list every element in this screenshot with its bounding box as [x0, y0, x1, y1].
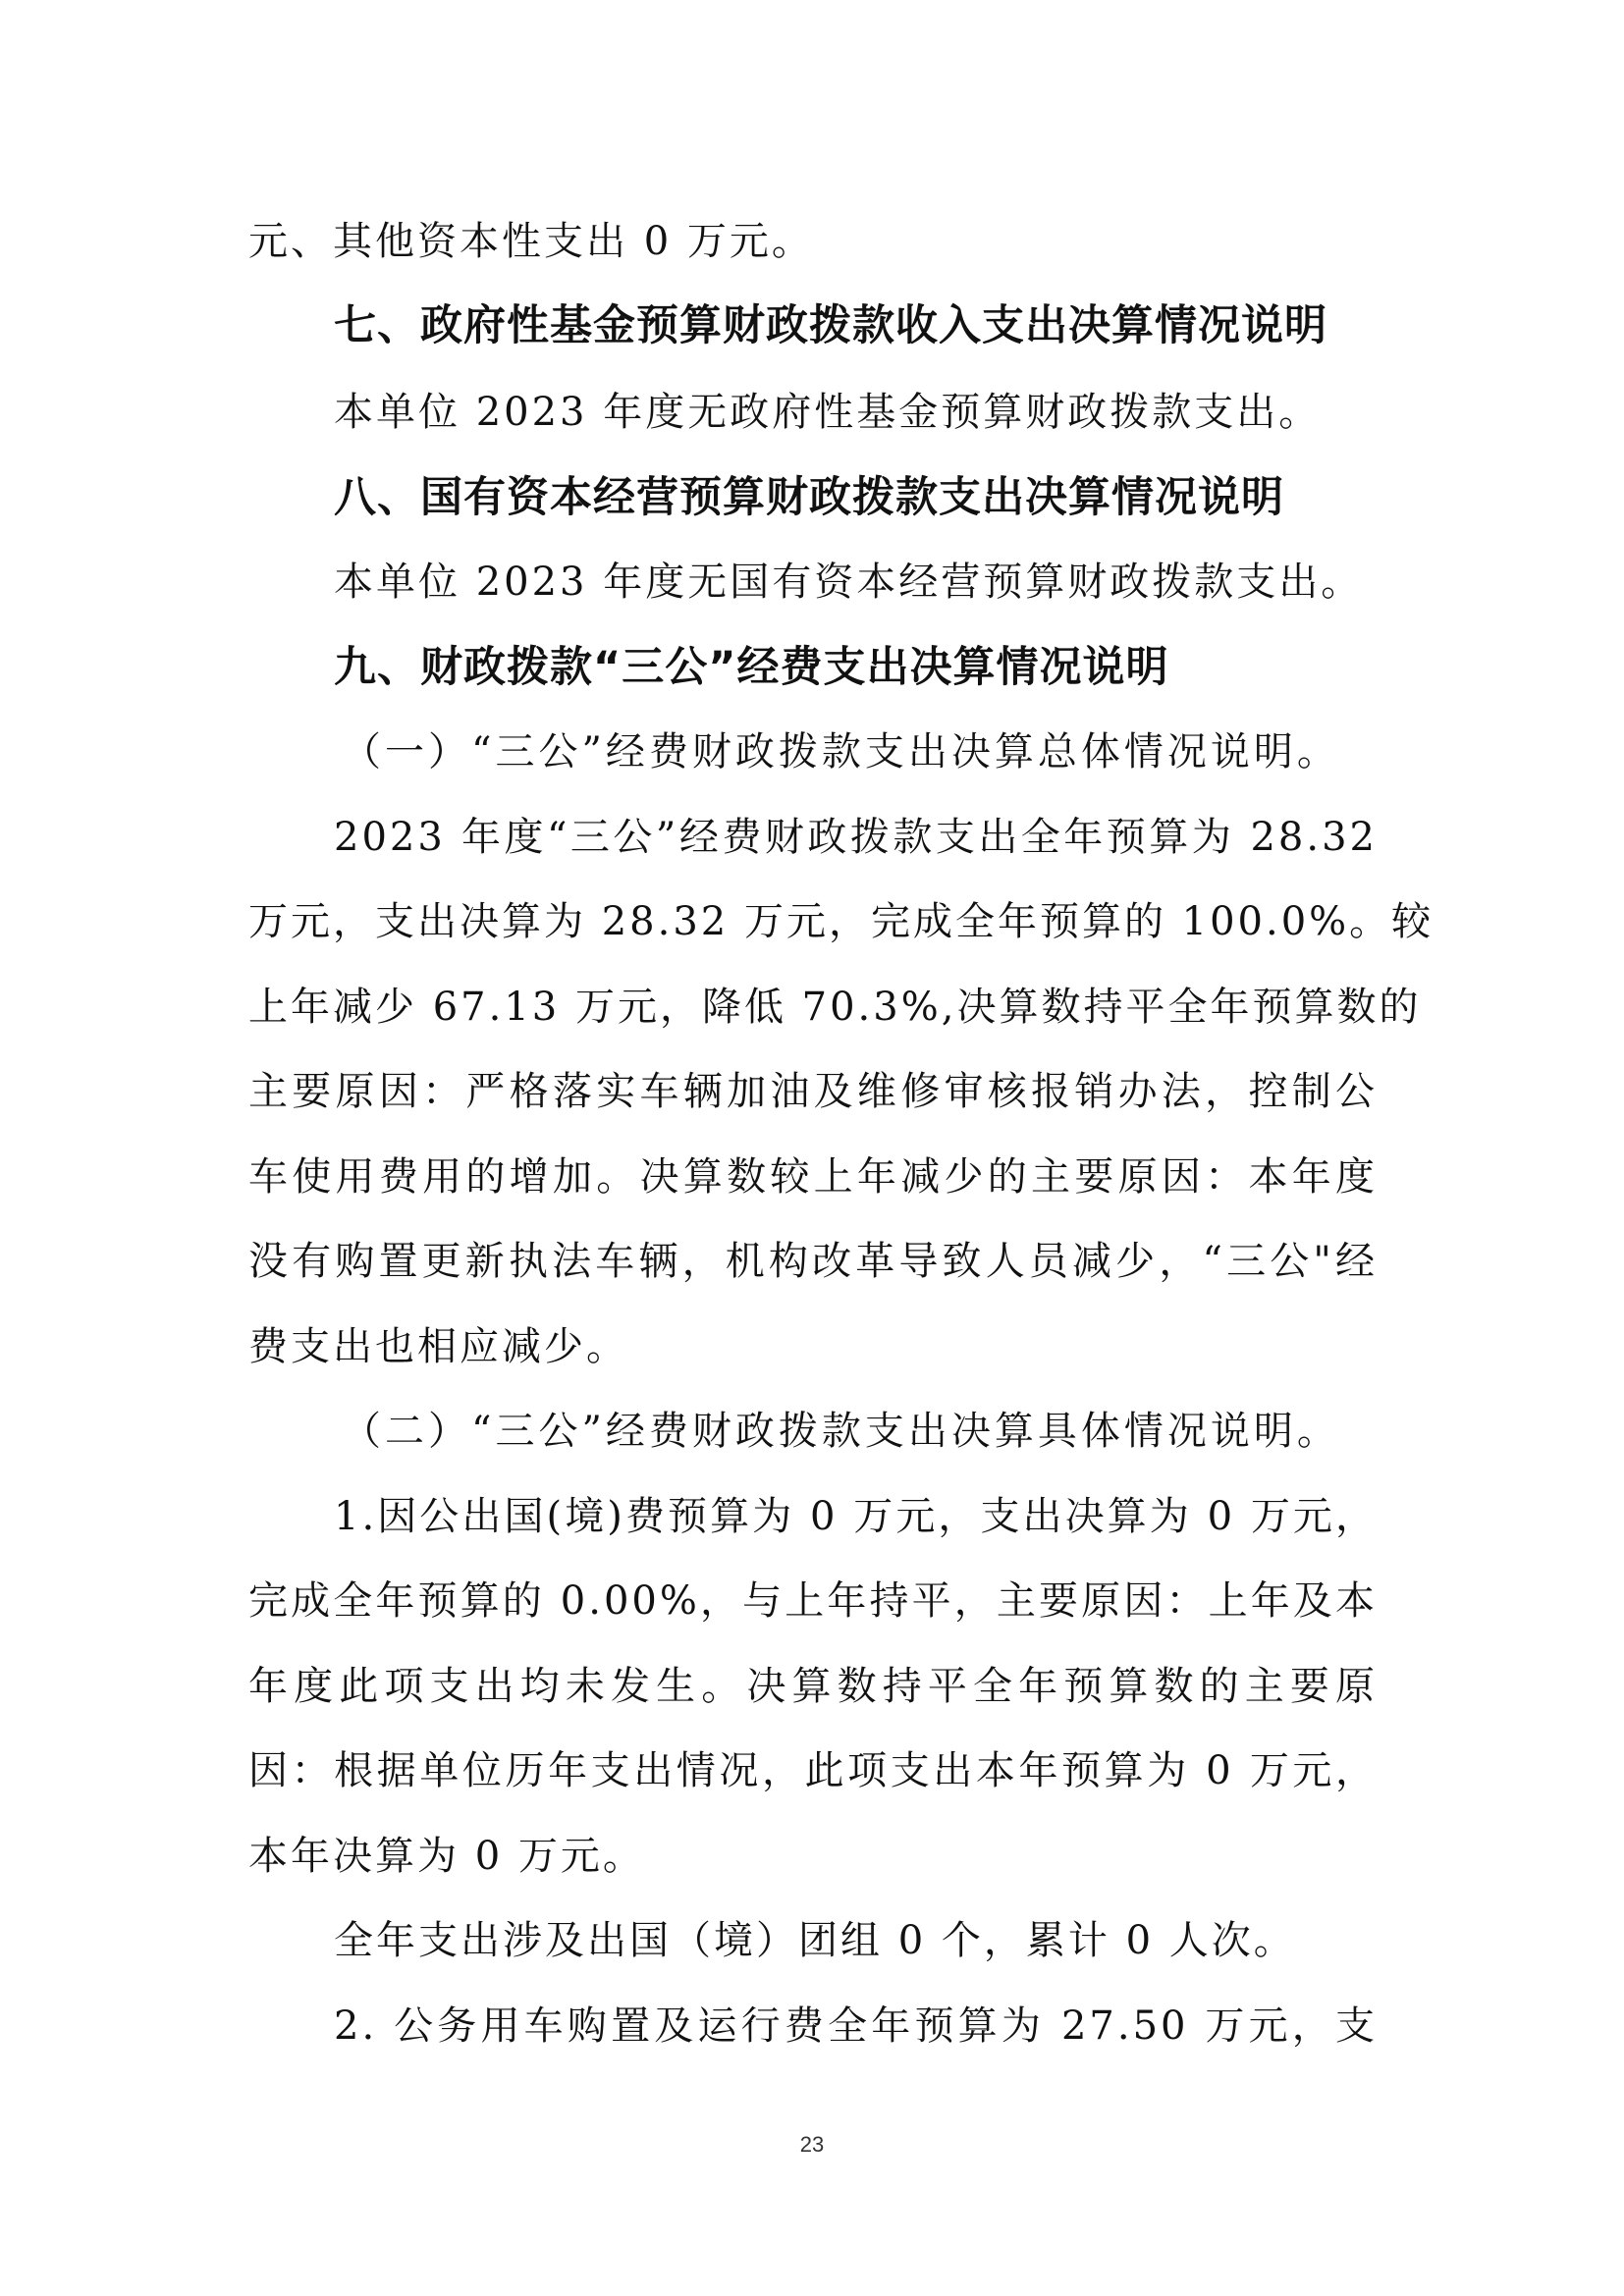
paragraph-line: 没有购置更新执法车辆，机构改革导致人员减少，“三公"经 [248, 1239, 1378, 1284]
subsection-heading: （二）“三公”经费财政拨款支出决算具体情况说明。 [342, 1409, 1340, 1454]
paragraph-line: 本单位 2023 年度无政府性基金预算财政拨款支出。 [334, 390, 1322, 435]
paragraph-line: 本单位 2023 年度无国有资本经营预算财政拨款支出。 [334, 560, 1364, 605]
paragraph-line: 因：根据单位历年支出情况，此项支出本年预算为 0 万元， [248, 1748, 1378, 1793]
paragraph-line: 元、其他资本性支出 0 万元。 [248, 219, 814, 264]
section-heading: 七、政府性基金预算财政拨款收入支出决算情况说明 [334, 301, 1327, 350]
paragraph-line: 完成全年预算的 0.00%，与上年持平，主要原因：上年及本 [248, 1578, 1378, 1624]
paragraph-line: 本年决算为 0 万元。 [248, 1834, 645, 1879]
paragraph-line: 2023 年度“三公”经费财政拨款支出全年预算为 28.32 [334, 815, 1378, 860]
paragraph-line: 万元，支出决算为 28.32 万元，完成全年预算的 100.0%。较 [248, 899, 1435, 944]
paragraph-line: 1.因公出国(境)费预算为 0 万元，支出决算为 0 万元， [334, 1494, 1378, 1539]
paragraph-line: 年度此项支出均未发生。决算数持平全年预算数的主要原 [248, 1664, 1378, 1709]
section-heading: 八、国有资本经营预算财政拨款支出决算情况说明 [334, 473, 1284, 522]
page-number: 23 [799, 2132, 825, 2157]
paragraph-line: 主要原因：严格落实车辆加油及维修审核报销办法，控制公 [248, 1069, 1378, 1114]
section-heading: 九、财政拨款“三公”经费支出决算情况说明 [334, 643, 1169, 692]
paragraph-line: 费支出也相应减少。 [248, 1324, 628, 1369]
paragraph-line: 全年支出涉及出国（境）团组 0 个，累计 0 人次。 [334, 1918, 1296, 1963]
paragraph-line: 车使用费用的增加。决算数较上年减少的主要原因：本年度 [248, 1154, 1378, 1200]
subsection-heading: （一）“三公”经费财政拨款支出决算总体情况说明。 [342, 729, 1340, 774]
paragraph-line: 2. 公务用车购置及运行费全年预算为 27.50 万元，支 [334, 2003, 1378, 2049]
paragraph-line: 上年减少 67.13 万元，降低 70.3%,决算数持平全年预算数的 [248, 985, 1422, 1030]
